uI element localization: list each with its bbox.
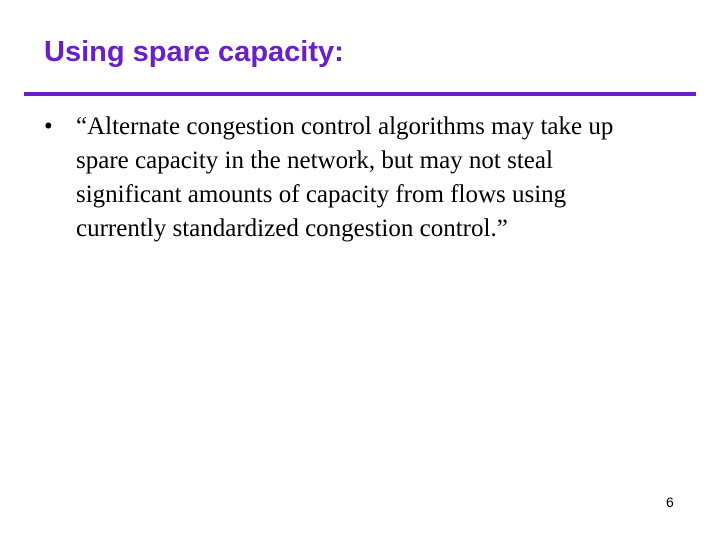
bullet-item [44,110,694,246]
slide-title: Using spare capacity: [44,36,344,68]
bullet-text-line: significant amounts of capacity from flows using [76,181,567,208]
bullet-marker: • [44,113,53,140]
title-divider [24,92,696,96]
bullet-list [44,110,694,246]
page-number: 6 [666,494,674,510]
bullet-text-line: “Alternate congestion control algorithms may take up [76,113,614,140]
bullet-text-line: currently standardized congestion control.” [76,215,508,242]
bullet-text-line: spare capacity in the network, but may not steal [76,147,553,174]
